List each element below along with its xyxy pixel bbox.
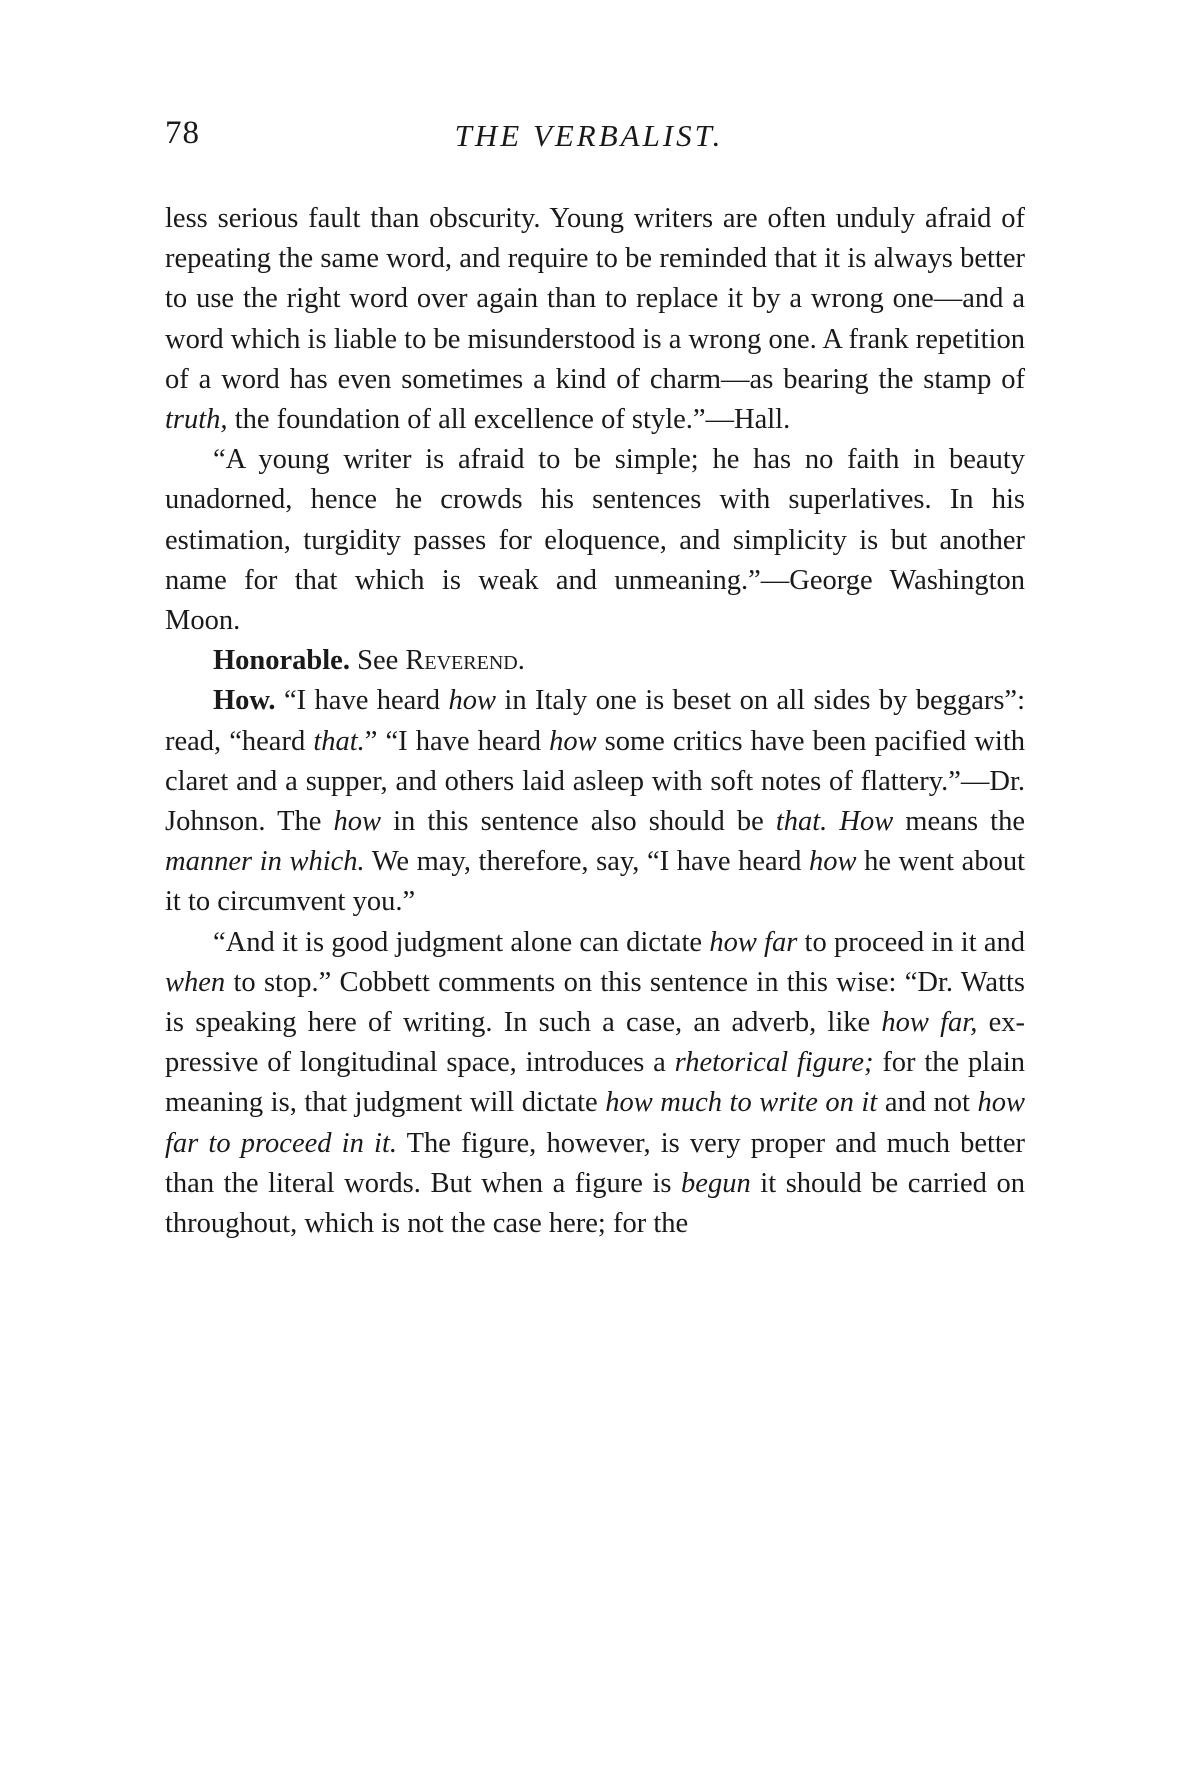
cross-reference: Reverend. [405, 645, 525, 677]
text-run: We may, therefore, say, “I have heard [364, 846, 810, 878]
text-run: “And it is good judgment alone can dictate [213, 926, 710, 958]
text-run: he went about it to circumvent you.” [165, 846, 1025, 918]
text-run: in Italy one is beset on all sides by beggars”: read, “heard [165, 685, 1025, 757]
text-run: to proceed in it and [797, 926, 1026, 958]
emphasis: how far, [881, 1007, 978, 1039]
emphasis: begun [681, 1167, 751, 1199]
emphasis: rhetorical figure; [674, 1047, 874, 1079]
text-run: ” “I have heard [364, 725, 550, 757]
emphasis: how [448, 685, 496, 717]
body-text [165, 199, 1025, 1244]
text-run: the foundation of all excellence of style.”—Hall. [227, 404, 791, 436]
text-run [827, 806, 839, 837]
emphasis: how far to proceed in it. [165, 1087, 1025, 1159]
text-run: less serious fault than obscurity. Young writers are often unduly afraid of repeating the same word, and require to be reminded that it is always better to use the right word over again than to replace it by a wrong one—and a word which is liable to be misunderstood is a wrong one. A frank repetition of a word has even sometimes a kind of charm—as bearing the stamp of [165, 203, 1025, 395]
page-number: 78 [165, 115, 200, 151]
entry-how [165, 681, 1025, 922]
entry-honorable [165, 641, 1025, 681]
text-run: expressive of longitudinal space, introduces a [165, 1007, 1025, 1079]
text-run: The figure, however, is very proper and much better than the literal words. But when a figure is [165, 1127, 1025, 1199]
paragraph-moon-quote [165, 440, 1025, 641]
emphasis: how [809, 846, 857, 878]
entry-term: Honorable. [213, 645, 350, 677]
text-run: See [349, 645, 406, 677]
text-run: for the plain meaning is, that judgment will dictate [165, 1047, 1026, 1119]
emphasis: that. [313, 725, 365, 757]
emphasis: how [333, 806, 382, 838]
text-run: it should be carried on throughout, which is not the case here; for the [165, 1167, 1025, 1240]
paragraph-cobbett-comment [165, 923, 1025, 1245]
text-run: some critics have been pacified with claret and a supper, and others laid asleep with soft notes of flattery.”—Dr. Johnson. The [165, 725, 1026, 838]
paragraph-hall-quote [165, 199, 1025, 440]
text-run: “I have heard [275, 685, 449, 717]
entry-term: How. [213, 685, 276, 717]
emphasis: when [165, 966, 226, 998]
emphasis: that. [775, 806, 828, 838]
running-title: THE VERBALIST. [454, 118, 724, 153]
text-run: means the [893, 806, 1025, 838]
emphasis: how far [709, 926, 798, 958]
text-run: and not [877, 1087, 978, 1119]
emphasis: How [839, 806, 894, 838]
emphasis: manner in which. [165, 846, 365, 878]
text-run: in this sentence also should be [381, 806, 776, 838]
text-run: “A young writer is afraid to be simple; he has no faith in beauty unadorned, hence he crowds his sentences with superlatives. In his estimation, turgidity passes for eloquence, and simplicity is but another name for that which is weak and unmeaning.”—George Washington Moon. [165, 444, 1025, 637]
emphasis: how much to write on it [605, 1087, 878, 1119]
emphasis: truth, [165, 404, 228, 436]
emphasis: how [549, 725, 597, 757]
text-run: to stop.” Cobbett comments on this sentence in this wise: “Dr. Watts is speaking here of writing. In such a case, an adverb, like [165, 966, 1025, 1039]
